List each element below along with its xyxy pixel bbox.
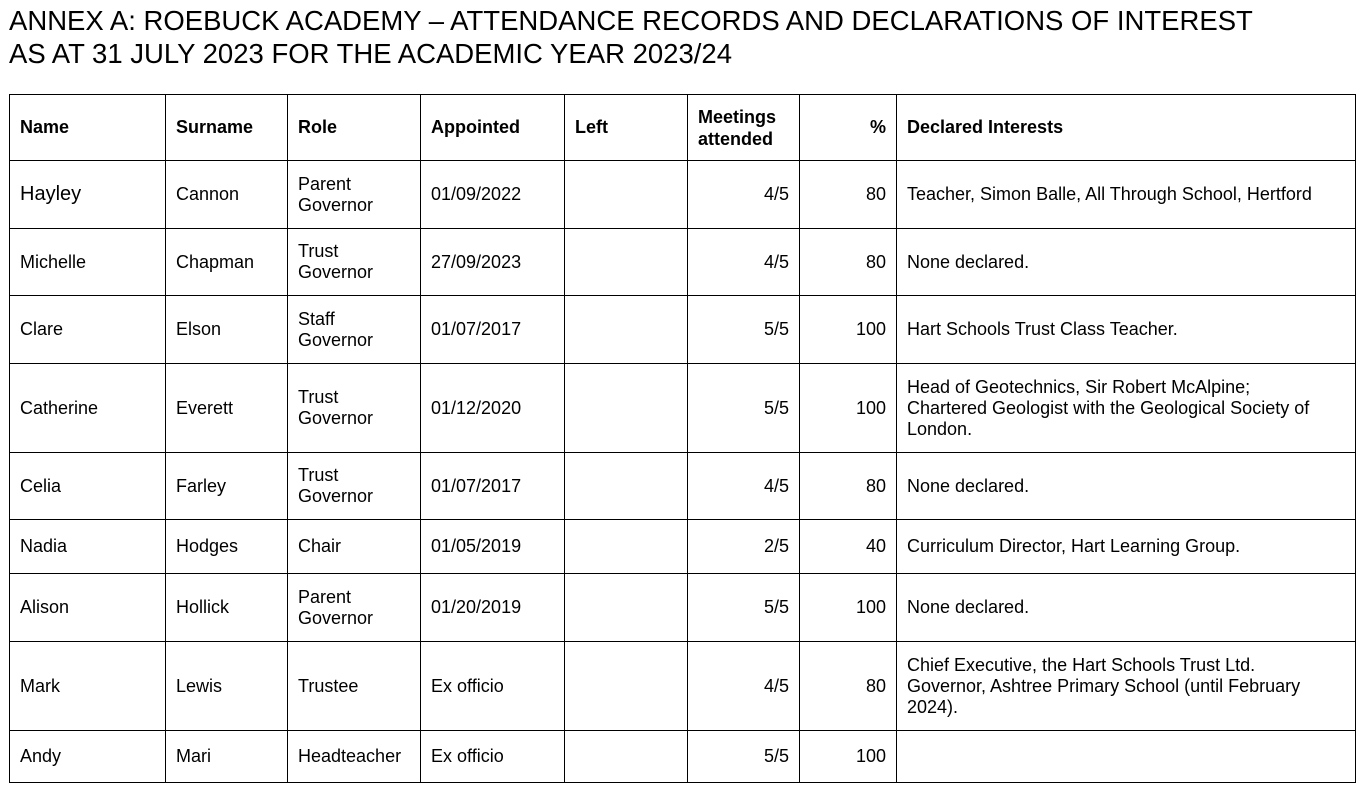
interest-line-1: Hart Schools Trust Class Teacher.	[907, 319, 1178, 339]
meetings-attended: 4/5	[763, 251, 789, 272]
cell-left	[565, 453, 688, 520]
cell-meetings	[688, 453, 800, 520]
cell-surname	[166, 364, 288, 453]
cell-meetings	[688, 229, 800, 296]
cell-appointed	[421, 161, 565, 229]
interest-line-3: London.	[907, 418, 973, 439]
cell-percent	[800, 520, 897, 574]
meetings-attended: 5/5	[763, 319, 789, 339]
cell-meetings	[688, 574, 800, 642]
cell-surname	[166, 642, 288, 731]
appointed-date: 01/20/2019	[431, 597, 522, 617]
role-line-2: Governor	[298, 194, 374, 215]
cell-name	[10, 731, 166, 783]
cell-appointed	[421, 574, 565, 642]
attendance-percent: 100	[855, 746, 886, 766]
cell-left	[565, 574, 688, 642]
meetings-header-line-1: Meetings	[698, 106, 777, 127]
cell-role	[288, 296, 421, 364]
cell-surname	[166, 520, 288, 574]
cell-percent	[800, 161, 897, 229]
cell-role	[288, 364, 421, 453]
interest-line-1: None declared.	[907, 597, 1030, 617]
role-line-1: Headteacher	[298, 746, 402, 766]
cell-name	[10, 574, 166, 642]
appointed-date: 01/07/2017	[431, 475, 522, 496]
member-first-name: Nadia	[20, 536, 68, 556]
col-header-appointed: Appointed	[421, 95, 565, 161]
table-row	[10, 453, 1356, 520]
member-surname: Hodges	[176, 536, 239, 556]
cell-appointed	[421, 731, 565, 783]
cell-surname	[166, 574, 288, 642]
attendance-percent: 100	[855, 319, 886, 339]
cell-name	[10, 642, 166, 731]
cell-role	[288, 520, 421, 574]
col-header-percent: %	[800, 95, 897, 161]
table-row	[10, 642, 1356, 731]
appointed-date: 01/05/2019	[431, 536, 522, 556]
role-line-1: Trust	[298, 387, 339, 407]
col-header-name: Name	[10, 95, 166, 161]
role-line-1: Chair	[298, 536, 342, 556]
cell-meetings	[688, 520, 800, 574]
cell-meetings	[688, 731, 800, 783]
cell-name	[10, 296, 166, 364]
cell-percent	[800, 364, 897, 453]
member-first-name: Andy	[20, 746, 62, 766]
interest-line-1: None declared.	[907, 475, 1030, 496]
interest-line-2: Governor, Ashtree Primary School (until February	[907, 675, 1301, 696]
attendance-percent: 100	[855, 597, 886, 617]
cell-left	[565, 364, 688, 453]
interest-line-2: Chartered Geologist with the Geological Society of	[907, 397, 1310, 418]
cell-percent	[800, 296, 897, 364]
member-surname: Elson	[176, 319, 222, 339]
cell-interests	[897, 731, 1356, 783]
member-first-name: Mark	[20, 675, 60, 696]
cell-interests	[897, 364, 1356, 453]
cell-role	[288, 229, 421, 296]
cell-percent	[800, 642, 897, 731]
meetings-attended: 4/5	[763, 475, 789, 496]
member-first-name: Hayley	[20, 183, 82, 205]
meetings-attended: 4/5	[763, 184, 789, 204]
member-surname: Cannon	[176, 184, 240, 204]
col-header-interests: Declared Interests	[897, 95, 1356, 161]
cell-surname	[166, 731, 288, 783]
table-row	[10, 731, 1356, 783]
table-row	[10, 574, 1356, 642]
title-line-1: ANNEX A: ROEBUCK ACADEMY – ATTENDANCE RECORDS AND DECLARATIONS OF INTEREST	[9, 5, 1253, 36]
table-row	[10, 229, 1356, 296]
cell-left	[565, 642, 688, 731]
attendance-percent: 40	[865, 536, 886, 556]
attendance-percent: 80	[865, 184, 886, 204]
attendance-percent: 80	[865, 475, 886, 496]
member-surname: Mari	[176, 746, 211, 766]
cell-left	[565, 731, 688, 783]
cell-meetings	[688, 296, 800, 364]
member-surname: Hollick	[176, 597, 230, 617]
interest-line-1: Teacher, Simon Balle, All Through School, Hertford	[907, 184, 1312, 204]
cell-left	[565, 520, 688, 574]
cell-meetings	[688, 642, 800, 731]
table-row	[10, 296, 1356, 364]
col-header-surname: Surname	[166, 95, 288, 161]
meetings-header-line-2: attended	[698, 128, 774, 149]
cell-name	[10, 520, 166, 574]
interest-line-3: 2024).	[907, 696, 959, 717]
role-line-2: Governor	[298, 408, 374, 428]
cell-appointed	[421, 642, 565, 731]
attendance-percent: 80	[865, 251, 886, 272]
cell-role	[288, 161, 421, 229]
role-line-2: Governor	[298, 262, 374, 282]
cell-left	[565, 229, 688, 296]
member-first-name: Catherine	[20, 397, 99, 418]
cell-surname	[166, 229, 288, 296]
meetings-attended: 4/5	[763, 675, 789, 696]
attendance-table	[9, 94, 1356, 783]
cell-percent	[800, 574, 897, 642]
appointed-date: Ex officio	[431, 675, 504, 696]
meetings-attended: 5/5	[763, 597, 789, 617]
cell-appointed	[421, 453, 565, 520]
cell-role	[288, 453, 421, 520]
meetings-attended: 5/5	[763, 746, 789, 766]
header-row	[10, 95, 1356, 161]
member-surname: Chapman	[176, 251, 255, 272]
role-line-1: Trust	[298, 465, 339, 485]
member-first-name: Celia	[20, 475, 62, 496]
cell-interests	[897, 296, 1356, 364]
cell-percent	[800, 229, 897, 296]
cell-appointed	[421, 296, 565, 364]
cell-role	[288, 642, 421, 731]
cell-surname	[166, 453, 288, 520]
cell-name	[10, 161, 166, 229]
cell-role	[288, 574, 421, 642]
interest-line-1: Head of Geotechnics, Sir Robert McAlpine;	[907, 376, 1251, 397]
cell-percent	[800, 453, 897, 520]
role-line-1: Trustee	[298, 675, 359, 696]
cell-name	[10, 229, 166, 296]
interest-line-1: None declared.	[907, 251, 1030, 272]
cell-percent	[800, 731, 897, 783]
member-first-name: Alison	[20, 597, 70, 617]
cell-left	[565, 296, 688, 364]
cell-meetings	[688, 364, 800, 453]
role-line-2: Governor	[298, 607, 374, 628]
col-header-role: Role	[288, 95, 421, 161]
cell-appointed	[421, 364, 565, 453]
cell-interests	[897, 574, 1356, 642]
attendance-percent: 80	[865, 675, 886, 696]
appointed-date: 01/12/2020	[431, 397, 522, 418]
cell-interests	[897, 229, 1356, 296]
member-surname: Farley	[176, 475, 227, 496]
cell-interests	[897, 453, 1356, 520]
cell-role	[288, 731, 421, 783]
member-first-name: Michelle	[20, 251, 87, 272]
member-surname: Lewis	[176, 675, 223, 696]
cell-name	[10, 453, 166, 520]
cell-interests	[897, 642, 1356, 731]
appointed-date: 27/09/2023	[431, 251, 522, 272]
interest-line-1: Curriculum Director, Hart Learning Group.	[907, 536, 1241, 556]
table-row	[10, 364, 1356, 453]
meetings-attended: 5/5	[763, 397, 789, 418]
cell-left	[565, 161, 688, 229]
role-line-1: Staff	[298, 308, 335, 329]
role-line-1: Parent	[298, 173, 352, 194]
role-line-1: Trust	[298, 241, 339, 261]
role-line-2: Governor	[298, 329, 374, 350]
attendance-percent: 100	[855, 397, 886, 418]
interest-line-1: Chief Executive, the Hart Schools Trust Ltd.	[907, 654, 1256, 675]
document-title	[9, 4, 1253, 70]
role-line-1: Parent	[298, 586, 352, 607]
appointed-date: 01/09/2022	[431, 184, 522, 204]
appointed-date: 01/07/2017	[431, 319, 522, 339]
col-header-meetings	[688, 95, 800, 161]
appointed-date: Ex officio	[431, 746, 504, 766]
cell-surname	[166, 296, 288, 364]
col-header-left: Left	[565, 95, 688, 161]
cell-name	[10, 364, 166, 453]
cell-appointed	[421, 520, 565, 574]
title-line-2: AS AT 31 JULY 2023 FOR THE ACADEMIC YEAR 2023/24	[9, 38, 732, 69]
cell-appointed	[421, 229, 565, 296]
cell-interests	[897, 161, 1356, 229]
table-row	[10, 161, 1356, 229]
role-line-2: Governor	[298, 486, 374, 506]
cell-surname	[166, 161, 288, 229]
table-row	[10, 520, 1356, 574]
cell-meetings	[688, 161, 800, 229]
member-first-name: Clare	[20, 319, 64, 339]
meetings-attended: 2/5	[763, 536, 789, 556]
member-surname: Everett	[176, 397, 234, 418]
cell-interests	[897, 520, 1356, 574]
